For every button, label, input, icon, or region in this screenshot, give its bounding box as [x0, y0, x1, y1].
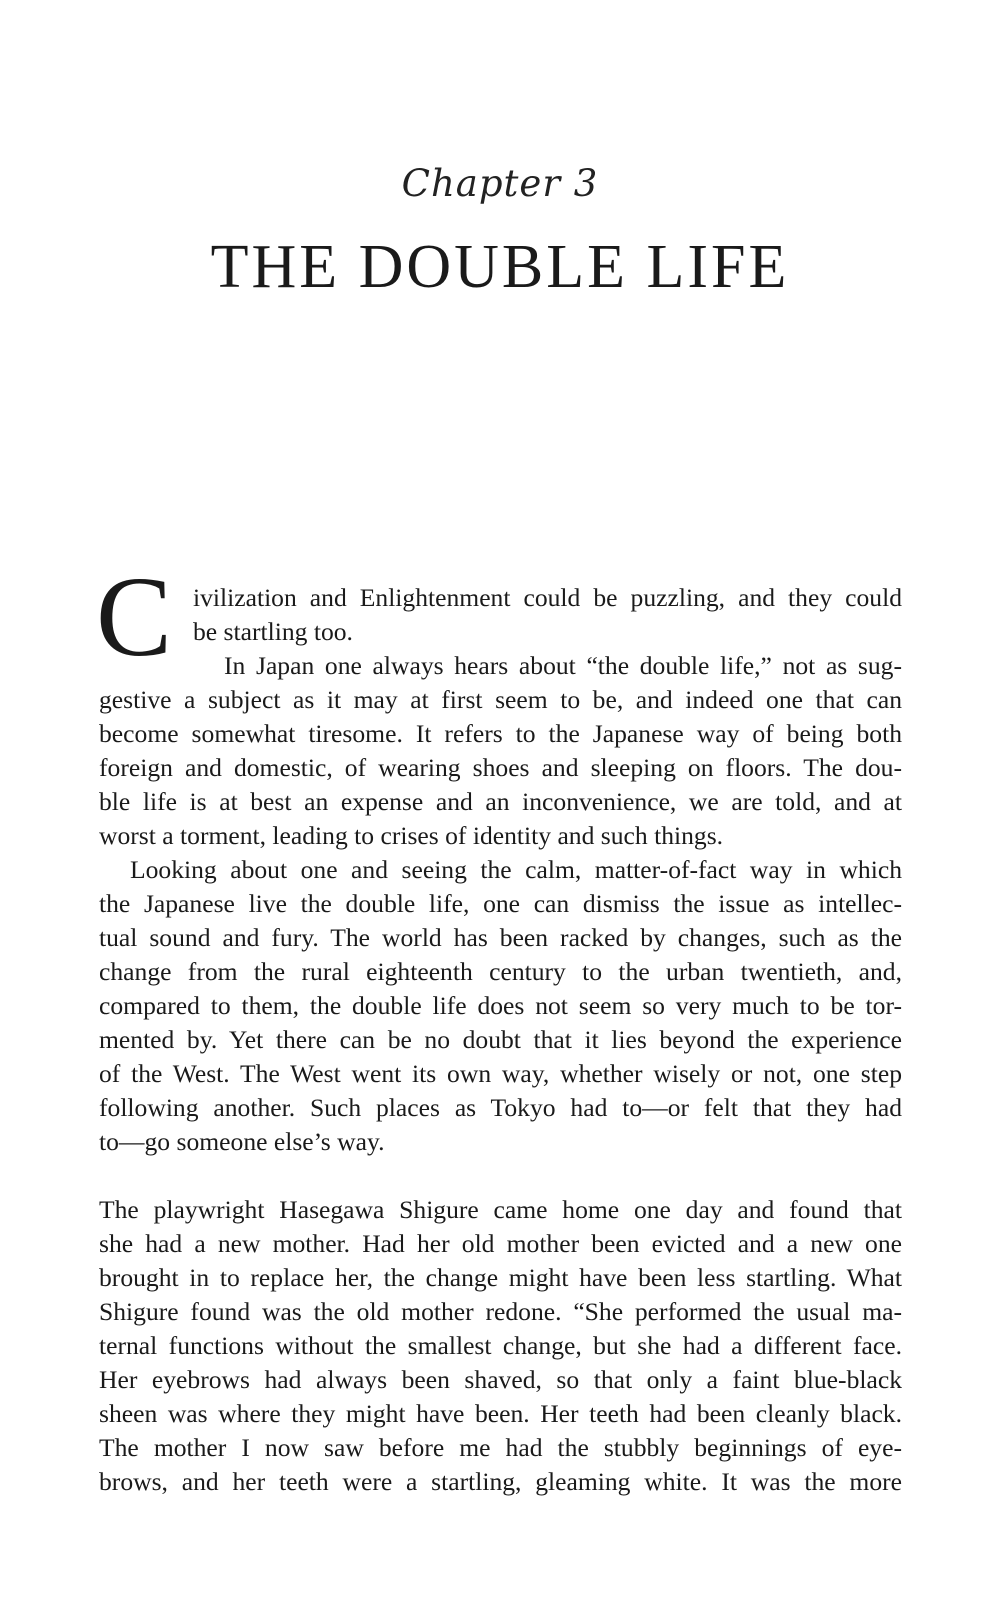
body-text — [96, 553, 902, 1499]
text-line: be startling too. — [193, 617, 353, 646]
text-line: tual sound and fury. The world has been racked by changes, such as the — [99, 923, 902, 952]
text-line: sheen was where they might have been. Her teeth had been cleanly black. — [99, 1399, 902, 1428]
drop-cap-letter: C — [96, 553, 173, 680]
text-line: brought in to replace her, the change might have been less startling. What — [99, 1263, 902, 1292]
paragraph-2 — [99, 649, 902, 853]
text-line: ivilization and Enlightenment could be puzzling, and they could — [193, 583, 902, 612]
text-line: mented by. Yet there can be no doubt that it lies beyond the experience — [99, 1025, 902, 1054]
text-line: The mother I now saw before me had the stubbly beginnings of eye- — [99, 1433, 902, 1462]
text-line: foreign and domestic, of wearing shoes and sleeping on floors. The dou- — [99, 753, 902, 782]
text-line: ble life is at best an expense and an inconvenience, we are told, and at — [99, 787, 902, 816]
text-line: Shigure found was the old mother redone. “She performed the usual ma- — [99, 1297, 902, 1326]
text-line: The playwright Hasegawa Shigure came home one day and found that — [99, 1195, 902, 1224]
paragraph-3 — [99, 853, 902, 1159]
paragraph-1 — [99, 581, 902, 649]
text-line: worst a torment, leading to crises of identity and such things. — [99, 821, 724, 850]
text-line: she had a new mother. Had her old mother been evicted and a new one — [99, 1229, 902, 1258]
text-line: the Japanese live the double life, one can dismiss the issue as intellec- — [99, 889, 902, 918]
text-line: become somewhat tiresome. It refers to the Japanese way of being both — [99, 719, 902, 748]
text-line: Her eyebrows had always been shaved, so that only a faint blue-black — [99, 1365, 902, 1394]
text-line: following another. Such places as Tokyo had to—or felt that they had — [99, 1093, 902, 1122]
text-line: change from the rural eighteenth century to the urban twentieth, and, — [99, 957, 902, 986]
section-break — [99, 1159, 902, 1193]
text-line: compared to them, the double life does not seem so very much to be tor- — [99, 991, 902, 1020]
chapter-title: THE DOUBLE LIFE — [210, 233, 790, 301]
paragraph-4 — [99, 1193, 902, 1499]
chapter-label: Chapter 3 — [401, 162, 599, 205]
text-line: gestive a subject as it may at first seem to be, and indeed one that can — [99, 685, 902, 714]
text-line: ternal functions without the smallest change, but she had a different face. — [99, 1331, 902, 1360]
text-line: brows, and her teeth were a startling, gleaming white. It was the more — [99, 1467, 902, 1496]
text-line: to—go someone else’s way. — [99, 1127, 385, 1156]
text-line: of the West. The West went its own way, whether wisely or not, one step — [99, 1059, 902, 1088]
dropcap-wrapper — [96, 553, 186, 680]
text-line: In Japan one always hears about “the double life,” not as sug- — [224, 651, 902, 680]
text-line: Looking about one and seeing the calm, matter-of-fact way in which — [130, 855, 902, 884]
